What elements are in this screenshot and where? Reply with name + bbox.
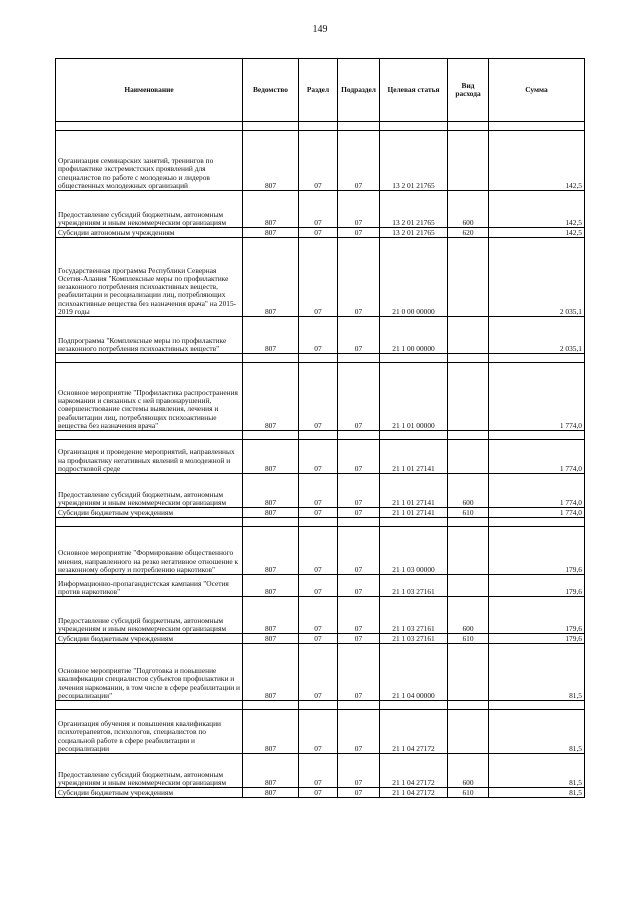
row-subsection: 07 — [338, 474, 380, 508]
row-spacer — [56, 354, 585, 363]
row-section: 07 — [299, 317, 338, 354]
spacer-cell — [448, 701, 489, 710]
row-name: Государственная программа Республики Северная Осетия-Алания "Комплексные меры по профилактике незаконного потребления психоактивных веществ, реабилитации и ресоциализации лиц, потребляющих психоактивные вещества без назначения врача" на 2015-2019 годы — [56, 238, 243, 317]
spacer-cell — [338, 701, 380, 710]
row-department: 807 — [243, 597, 299, 634]
spacer-cell — [489, 354, 585, 363]
row-expense-type: 620 — [448, 228, 489, 238]
row-subsection: 07 — [338, 131, 380, 191]
spacer-cell — [489, 122, 585, 131]
row-department: 807 — [243, 474, 299, 508]
row-expense-type: 600 — [448, 597, 489, 634]
row-target-article: 21 1 03 27161 — [380, 597, 448, 634]
row-subsection: 07 — [338, 754, 380, 788]
row-target-article: 21 1 03 27161 — [380, 634, 448, 644]
row-name: Основное мероприятие "Подготовка и повышение квалификации специалистов субъектов профилактики и лечения наркомании, в том числе в сфере реабилитации и ресоциализации" — [56, 644, 243, 701]
spacer-cell — [448, 354, 489, 363]
row-target-article: 21 1 03 27161 — [380, 575, 448, 597]
row-name: Информационно-пропагандистская кампания "Осетия против наркотиков" — [56, 575, 243, 597]
row-section: 07 — [299, 474, 338, 508]
row-expense-type: 610 — [448, 634, 489, 644]
spacer-cell — [448, 518, 489, 527]
row-amount: 1 774,0 — [489, 508, 585, 518]
row-department: 807 — [243, 754, 299, 788]
row-department: 807 — [243, 363, 299, 431]
row-department: 807 — [243, 527, 299, 575]
row-department: 807 — [243, 228, 299, 238]
row-target-article: 21 1 01 00000 — [380, 363, 448, 431]
row-name: Предоставление субсидий бюджетным, автономным учреждениям и иным некоммерческим организациям — [56, 597, 243, 634]
spacer-cell — [299, 354, 338, 363]
row-amount: 81,5 — [489, 710, 585, 754]
spacer-cell — [243, 518, 299, 527]
row-department: 807 — [243, 440, 299, 474]
row-spacer — [56, 122, 585, 131]
row-section: 07 — [299, 440, 338, 474]
row-subsection: 07 — [338, 440, 380, 474]
row-name: Субсидии автономным учреждениям — [56, 228, 243, 238]
row-name: Организация обучения и повышения квалификации психотерапевтов, психологов, специалистов по социальной работе в сфере реабилитации и ресоциализации — [56, 710, 243, 754]
row-name: Субсидии бюджетным учреждениям — [56, 788, 243, 798]
row-spacer — [56, 518, 585, 527]
row-expense-type: 610 — [448, 788, 489, 798]
row-department: 807 — [243, 710, 299, 754]
header-amount: Сумма — [489, 59, 585, 122]
row-subsection: 07 — [338, 191, 380, 228]
row-target-article: 21 1 00 00000 — [380, 317, 448, 354]
row-department: 807 — [243, 508, 299, 518]
row-section: 07 — [299, 710, 338, 754]
row-amount: 81,5 — [489, 788, 585, 798]
row-name: Субсидии бюджетным учреждениям — [56, 634, 243, 644]
row-subsection: 07 — [338, 363, 380, 431]
table-row — [56, 597, 585, 634]
row-department: 807 — [243, 238, 299, 317]
page-number: 149 — [312, 24, 328, 35]
row-expense-type — [448, 238, 489, 317]
spacer-cell — [489, 701, 585, 710]
spacer-cell — [338, 122, 380, 131]
row-section: 07 — [299, 575, 338, 597]
row-department: 807 — [243, 788, 299, 798]
row-spacer — [56, 701, 585, 710]
row-section: 07 — [299, 788, 338, 798]
header-department: Ведомство — [243, 59, 299, 122]
row-name: Предоставление субсидий бюджетным, автономным учреждениям и иным некоммерческим организациям — [56, 191, 243, 228]
row-target-article: 13 2 01 21765 — [380, 191, 448, 228]
row-target-article: 21 1 04 27172 — [380, 754, 448, 788]
spacer-cell — [380, 701, 448, 710]
row-target-article: 13 2 01 21765 — [380, 228, 448, 238]
table-row — [56, 131, 585, 191]
table-row — [56, 238, 585, 317]
row-section: 07 — [299, 754, 338, 788]
budget-table — [55, 58, 585, 798]
row-name: Основное мероприятие "Формирование общественного мнения, направленного на резко негативное отношение к незаконному обороту и потреблению наркотиков" — [56, 527, 243, 575]
row-department: 807 — [243, 634, 299, 644]
row-target-article: 21 1 04 00000 — [380, 644, 448, 701]
row-section: 07 — [299, 644, 338, 701]
row-section: 07 — [299, 508, 338, 518]
table-row — [56, 474, 585, 508]
row-expense-type — [448, 575, 489, 597]
row-amount: 142,5 — [489, 131, 585, 191]
row-section: 07 — [299, 191, 338, 228]
row-department: 807 — [243, 575, 299, 597]
spacer-cell — [299, 431, 338, 440]
table-row — [56, 644, 585, 701]
row-name: Субсидии бюджетным учреждениям — [56, 508, 243, 518]
table-row — [56, 440, 585, 474]
table-row — [56, 788, 585, 798]
spacer-cell — [338, 431, 380, 440]
spacer-cell — [299, 518, 338, 527]
header-target-article: Целевая статья — [380, 59, 448, 122]
header-expense-type: Вид расхода — [448, 59, 489, 122]
row-department: 807 — [243, 317, 299, 354]
table-body — [56, 122, 585, 798]
table-row — [56, 508, 585, 518]
spacer-cell — [299, 701, 338, 710]
row-section: 07 — [299, 634, 338, 644]
row-expense-type: 600 — [448, 474, 489, 508]
spacer-cell — [380, 431, 448, 440]
row-target-article: 21 1 01 27141 — [380, 474, 448, 508]
table-row — [56, 191, 585, 228]
row-subsection: 07 — [338, 597, 380, 634]
row-amount: 1 774,0 — [489, 474, 585, 508]
row-target-article: 21 1 01 27141 — [380, 440, 448, 474]
row-subsection: 07 — [338, 788, 380, 798]
row-subsection: 07 — [338, 508, 380, 518]
row-amount: 2 035,1 — [489, 238, 585, 317]
row-expense-type — [448, 440, 489, 474]
table-header — [56, 59, 585, 122]
row-target-article: 21 1 04 27172 — [380, 710, 448, 754]
row-amount: 179,6 — [489, 575, 585, 597]
table-row — [56, 754, 585, 788]
header-subsection: Подраздел — [338, 59, 380, 122]
row-name: Организация семинарских занятий, тренингов по профилактике экстремистских проявлений для специалистов по работе с молодежью и лидеров общественных молодежных организаций — [56, 131, 243, 191]
spacer-cell — [380, 354, 448, 363]
row-amount: 179,6 — [489, 634, 585, 644]
row-section: 07 — [299, 527, 338, 575]
spacer-cell — [243, 122, 299, 131]
header-section: Раздел — [299, 59, 338, 122]
row-target-article: 21 1 03 00000 — [380, 527, 448, 575]
spacer-cell — [243, 701, 299, 710]
row-amount: 179,6 — [489, 527, 585, 575]
table-row — [56, 527, 585, 575]
table-row — [56, 317, 585, 354]
spacer-cell — [56, 354, 243, 363]
row-subsection: 07 — [338, 228, 380, 238]
row-expense-type — [448, 644, 489, 701]
spacer-cell — [380, 518, 448, 527]
header-name: Наименование — [56, 59, 243, 122]
row-expense-type — [448, 317, 489, 354]
row-section: 07 — [299, 228, 338, 238]
table-row — [56, 363, 585, 431]
spacer-cell — [338, 354, 380, 363]
spacer-cell — [489, 518, 585, 527]
spacer-cell — [56, 701, 243, 710]
row-target-article: 21 0 00 00000 — [380, 238, 448, 317]
table-row — [56, 575, 585, 597]
row-subsection: 07 — [338, 575, 380, 597]
row-subsection: 07 — [338, 644, 380, 701]
spacer-cell — [448, 122, 489, 131]
row-amount: 81,5 — [489, 644, 585, 701]
row-target-article: 21 1 01 27141 — [380, 508, 448, 518]
row-amount: 1 774,0 — [489, 440, 585, 474]
row-name: Предоставление субсидий бюджетным, автономным учреждениям и иным некоммерческим организациям — [56, 754, 243, 788]
row-department: 807 — [243, 131, 299, 191]
spacer-cell — [56, 122, 243, 131]
row-name: Предоставление субсидий бюджетным, автономным учреждениям и иным некоммерческим организациям — [56, 474, 243, 508]
row-expense-type — [448, 131, 489, 191]
row-section: 07 — [299, 131, 338, 191]
row-subsection: 07 — [338, 634, 380, 644]
spacer-cell — [299, 122, 338, 131]
row-spacer — [56, 431, 585, 440]
row-amount: 2 035,1 — [489, 317, 585, 354]
row-amount: 142,5 — [489, 228, 585, 238]
row-amount: 81,5 — [489, 754, 585, 788]
row-expense-type: 600 — [448, 754, 489, 788]
row-name: Организация и проведение мероприятий, направленных на профилактику негативных явлений в молодежной и подростковой среде — [56, 440, 243, 474]
row-subsection: 07 — [338, 238, 380, 317]
row-amount: 142,5 — [489, 191, 585, 228]
row-section: 07 — [299, 238, 338, 317]
spacer-cell — [380, 122, 448, 131]
row-section: 07 — [299, 597, 338, 634]
row-target-article: 21 1 04 27172 — [380, 788, 448, 798]
spacer-cell — [56, 431, 243, 440]
row-department: 807 — [243, 191, 299, 228]
row-name: Основное мероприятие "Профилактика распространения наркомании и связанных с ней правонарушений, совершенствование системы выявления, лечения и реабилитации лиц, потребляющих психоактивные вещества без назначения врача" — [56, 363, 243, 431]
row-name: Подпрограмма "Комплексные меры по профилактике незаконного потребления психоактивных веществ" — [56, 317, 243, 354]
spacer-cell — [338, 518, 380, 527]
row-expense-type: 600 — [448, 191, 489, 228]
row-expense-type — [448, 363, 489, 431]
spacer-cell — [56, 518, 243, 527]
spacer-cell — [243, 431, 299, 440]
spacer-cell — [448, 431, 489, 440]
row-subsection: 07 — [338, 527, 380, 575]
row-amount: 1 774,0 — [489, 363, 585, 431]
row-subsection: 07 — [338, 317, 380, 354]
row-expense-type — [448, 527, 489, 575]
row-department: 807 — [243, 644, 299, 701]
table-row — [56, 228, 585, 238]
row-expense-type: 610 — [448, 508, 489, 518]
spacer-cell — [489, 431, 585, 440]
row-target-article: 13 2 01 21765 — [380, 131, 448, 191]
row-section: 07 — [299, 363, 338, 431]
row-expense-type — [448, 710, 489, 754]
row-amount: 179,6 — [489, 597, 585, 634]
row-subsection: 07 — [338, 710, 380, 754]
table-row — [56, 710, 585, 754]
spacer-cell — [243, 354, 299, 363]
table-row — [56, 634, 585, 644]
